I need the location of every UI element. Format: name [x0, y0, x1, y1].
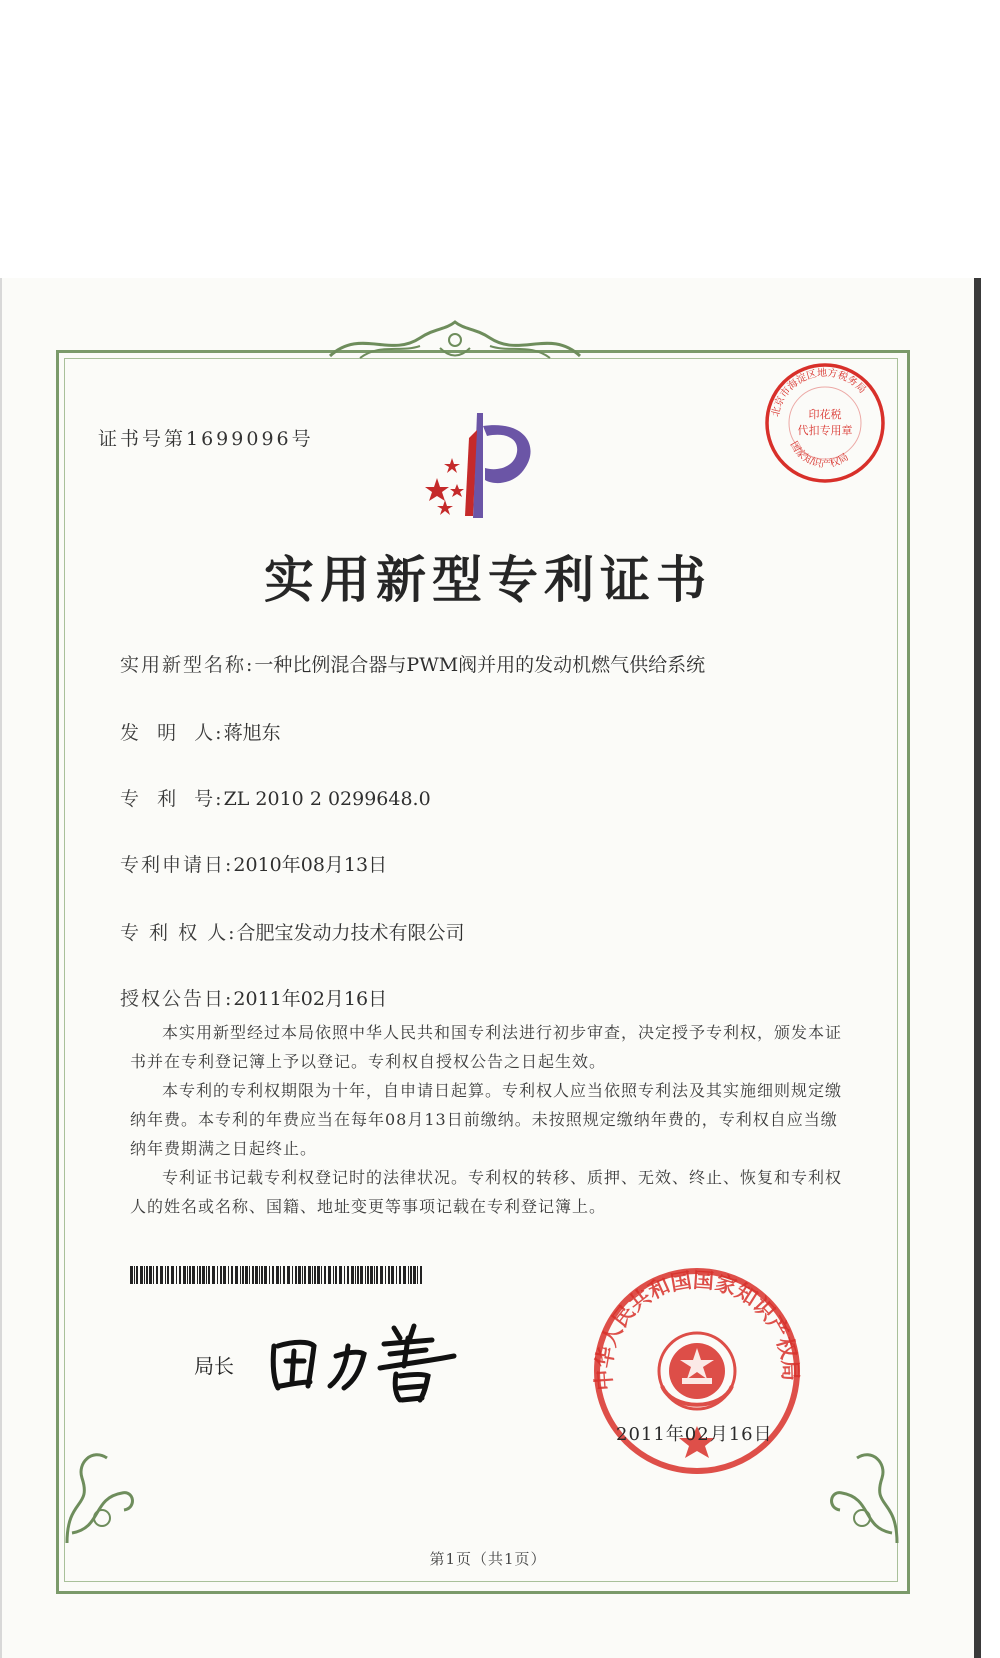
barcode-bar	[199, 1266, 201, 1284]
barcode-bar	[328, 1266, 331, 1284]
barcode-bar	[403, 1266, 406, 1284]
barcode-bar	[249, 1266, 250, 1284]
barcode-bar	[385, 1266, 386, 1284]
barcode-bar	[280, 1266, 281, 1284]
body-paragraph: 本实用新型经过本局依照中华人民共和国专利法进行初步审查，决定授予专利权，颁发本证书并在专利登记簿上予以登记。专利权自授权公告之日起生效。	[130, 1023, 843, 1071]
barcode-bar	[287, 1266, 290, 1284]
body-paragraph: 本专利的专利权期限为十年，自申请日起算。专利权人应当依照专利法及其实施细则规定缴纳年费。本专利的年费应当在每年08月13日前缴纳。未按照规定缴纳年费的，专利权自应当缴纳年费期满之日起终止。	[130, 1081, 843, 1158]
barcode-bar	[295, 1266, 297, 1284]
barcode-bar	[156, 1266, 158, 1284]
barcode-bar	[240, 1266, 241, 1284]
barcode-bar	[317, 1266, 320, 1284]
field-name	[120, 650, 705, 677]
barcode-bar	[220, 1266, 222, 1284]
barcode-bar	[351, 1266, 354, 1284]
name-value: 一种比例混合器与PWM阀并用的发动机燃气供给系统	[254, 654, 706, 676]
barcode-bar	[396, 1266, 397, 1284]
barcode-bar	[136, 1266, 138, 1284]
barcode-bar	[276, 1266, 279, 1284]
cnipa-logo	[407, 408, 552, 528]
barcode-bar	[252, 1266, 254, 1284]
barcode-bar	[134, 1266, 135, 1284]
seal-date: 2011年02月16日	[616, 1424, 773, 1445]
barcode-bar	[367, 1266, 369, 1284]
barcode-bar	[308, 1266, 311, 1284]
barcode-bar	[144, 1266, 145, 1284]
barcode-bar	[344, 1266, 345, 1284]
barcode-bar	[264, 1266, 267, 1284]
barcode-bar	[231, 1266, 233, 1284]
barcode-bar	[140, 1266, 143, 1284]
field-patent-number	[120, 784, 431, 811]
barcode-bar	[165, 1266, 166, 1284]
barcode-bar	[380, 1266, 383, 1284]
barcode-bar	[228, 1266, 229, 1284]
barcode-bar	[335, 1266, 337, 1284]
body-paragraph: 专利证书记载专利权登记时的法律状况。专利权的转移、质押、无效、终止、恢复和专利权人的姓名或名称、国籍、地址变更等事项记载在专利登记簿上。	[130, 1168, 843, 1216]
barcode-bar	[339, 1266, 342, 1284]
inventor-label: 发 明 人:	[120, 722, 224, 744]
barcode-bar	[171, 1266, 174, 1284]
barcode-bar	[160, 1266, 163, 1284]
barcode-bar	[146, 1266, 148, 1284]
barcode-bar	[312, 1266, 313, 1284]
tax-seal-outer-text: 北京市海淀区地方税务局	[770, 367, 868, 418]
field-inventor	[120, 718, 281, 745]
patent-no-label: 专 利 号:	[120, 788, 224, 810]
barcode-bar	[223, 1266, 226, 1284]
filing-date-label: 专利申请日:	[120, 854, 234, 876]
barcode-bar	[176, 1266, 177, 1284]
barcode-bar	[212, 1266, 215, 1284]
barcode-bar	[197, 1266, 198, 1284]
barcode-bar	[298, 1266, 301, 1284]
inventor-value: 蒋旭东	[223, 722, 281, 744]
bottom-right-ornament	[822, 1438, 902, 1548]
barcode-bar	[360, 1266, 363, 1284]
barcode-bar	[183, 1266, 186, 1284]
barcode-bar	[206, 1266, 207, 1284]
patent-no-value: ZL 2010 2 0299648.0	[223, 788, 431, 810]
barcode-bar	[202, 1266, 205, 1284]
certificate-body	[130, 1018, 845, 1221]
barcode-bar	[399, 1266, 401, 1284]
barcode-bar	[391, 1266, 394, 1284]
barcode-bar	[187, 1266, 188, 1284]
barcode-bar	[259, 1266, 260, 1284]
barcode-bar	[292, 1266, 293, 1284]
patentee-value: 合肥宝发动力技术有限公司	[236, 922, 465, 944]
barcode-bar	[355, 1266, 356, 1284]
barcode-bar	[420, 1266, 422, 1284]
barcode-bar	[283, 1266, 285, 1284]
field-patentee	[120, 918, 465, 945]
barcode-bar	[374, 1266, 375, 1284]
certificate-title: 实用新型专利证书	[264, 551, 712, 609]
cnipa-seal-text: 中华人民共和国国家知识产权局	[592, 1268, 802, 1392]
barcode-bar	[370, 1266, 373, 1284]
barcode-bar	[255, 1266, 258, 1284]
barcode-bar	[388, 1266, 390, 1284]
barcode-bar	[153, 1266, 154, 1284]
barcode-bar	[302, 1266, 303, 1284]
barcode-bar	[333, 1266, 334, 1284]
page-number: 第1页（共1页）	[429, 1550, 547, 1568]
barcode-bar	[149, 1266, 152, 1284]
national-emblem-icon	[659, 1333, 735, 1409]
tax-seal-middle-text: 印花税	[808, 408, 842, 421]
field-filing-date	[120, 850, 387, 877]
barcode-bar	[167, 1266, 169, 1284]
barcode-bar	[365, 1266, 366, 1284]
barcode-bar	[130, 1266, 133, 1284]
barcode-bar	[413, 1266, 416, 1284]
certificate-number: 证书号第1699096号	[98, 428, 314, 450]
barcode-bar	[217, 1266, 218, 1284]
director-signature	[264, 1316, 464, 1406]
barcode-bar	[410, 1266, 412, 1284]
patentee-label: 专 利 权 人:	[120, 922, 237, 944]
grant-date-value: 2011年02月16日	[233, 988, 388, 1010]
barcode-bar	[245, 1266, 248, 1284]
certificate-sheet	[0, 278, 981, 1658]
barcode-bar	[189, 1266, 191, 1284]
barcode-bar	[376, 1266, 378, 1284]
barcode-bar	[261, 1266, 263, 1284]
barcode-bar	[272, 1266, 274, 1284]
barcode-bar	[408, 1266, 409, 1284]
barcode-bar	[314, 1266, 316, 1284]
barcode-bar	[269, 1266, 270, 1284]
bottom-left-ornament	[62, 1438, 142, 1548]
grant-date-label: 授权公告日:	[120, 988, 234, 1010]
barcode-bar	[192, 1266, 195, 1284]
barcode-bar	[208, 1266, 210, 1284]
tax-seal-inner-text: 代扣专用章	[797, 424, 853, 437]
barcode-bar	[242, 1266, 244, 1284]
barcode-bar	[357, 1266, 359, 1284]
director-label: 局长	[194, 1354, 234, 1378]
barcode	[130, 1266, 425, 1284]
barcode-bar	[179, 1266, 181, 1284]
tax-seal	[760, 358, 890, 488]
barcode-bar	[417, 1266, 418, 1284]
barcode-bar	[235, 1266, 238, 1284]
top-ornament	[320, 318, 590, 368]
filing-date-value: 2010年08月13日	[233, 854, 388, 876]
svg-text:国家知识产权局	[788, 439, 851, 470]
tax-seal-bottom-text: 国家知识产权局	[787, 439, 851, 471]
barcode-bar	[347, 1266, 349, 1284]
barcode-bar	[321, 1266, 322, 1284]
barcode-bar	[324, 1266, 326, 1284]
name-label: 实用新型名称:	[120, 654, 255, 676]
barcode-bar	[304, 1266, 306, 1284]
field-grant-date	[120, 984, 387, 1011]
